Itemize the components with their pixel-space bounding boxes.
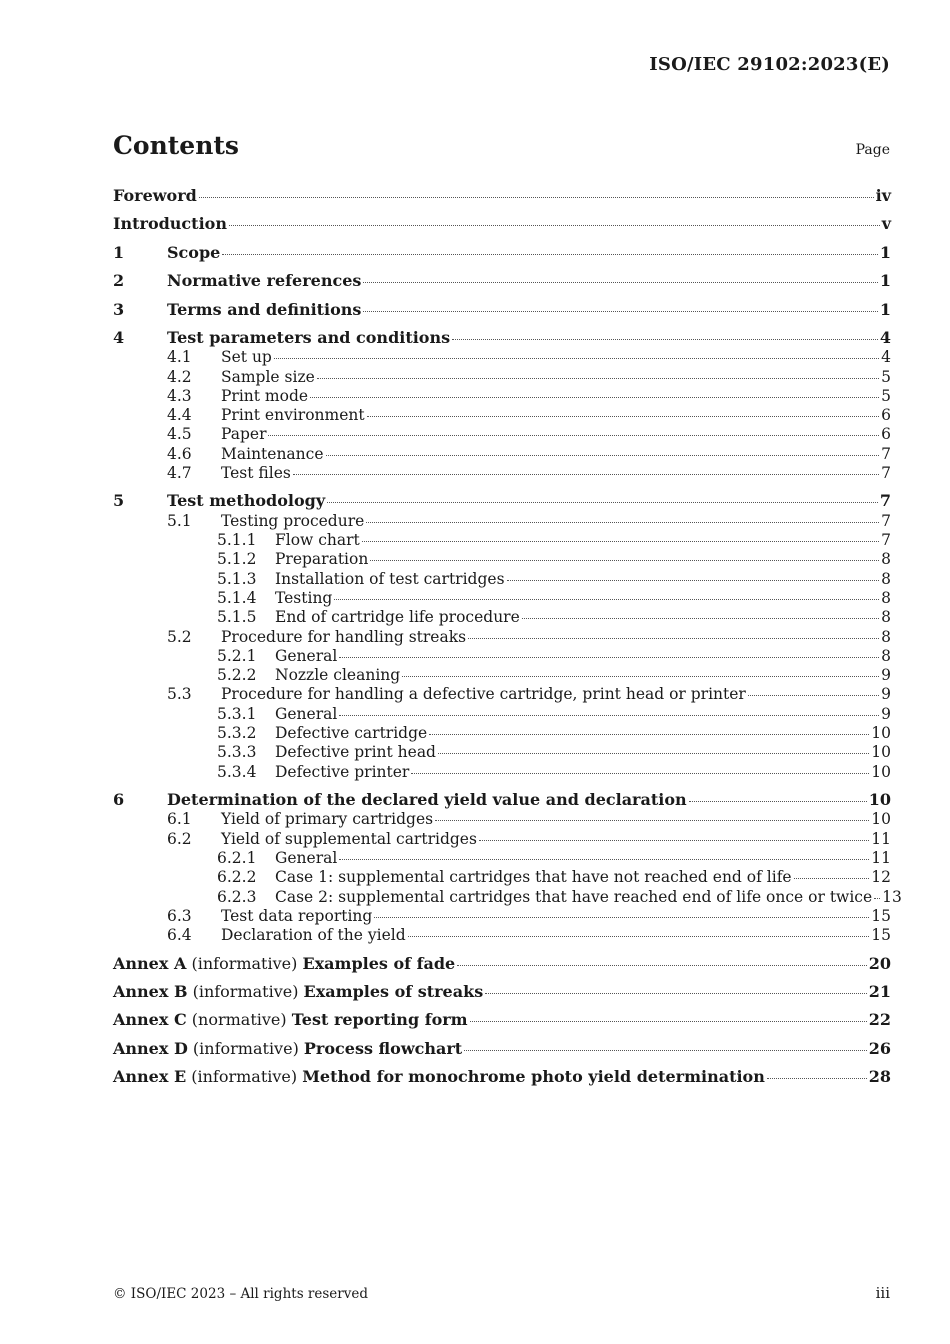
annex-title: Process flowchart [303,1039,463,1058]
toc-entry-number: 4.6 [167,445,192,463]
toc-entry-page: 13 [882,888,902,906]
toc-entry-number: 5.1.3 [217,570,257,588]
annex-label: Annex C [113,1010,187,1029]
dot-leader [507,579,880,581]
dot-leader [268,434,879,436]
toc-entry-title: Case 2: supplemental cartridges that have reached end of life once or twice [275,888,873,906]
toc-entry-title: Procedure for handling streaks [221,628,467,646]
toc-entry[interactable] [113,906,891,926]
toc-entry[interactable] [113,588,891,608]
toc-entry-page: 8 [881,628,891,646]
dot-leader [767,1077,867,1079]
toc-entry-title: Test files [221,464,291,482]
toc-entry-title: Nozzle cleaning [275,666,401,684]
dot-leader [274,357,879,359]
annex-label: Annex E [113,1067,187,1086]
toc-entry-number: 6.2.3 [217,888,257,906]
toc-entry-title: Defective printer [275,763,410,781]
toc-entry-title: Introduction [113,214,227,233]
toc-entry-page: 4 [881,348,891,366]
toc-entry-title: Installation of test cartridges [275,570,505,588]
toc-entry-title: Maintenance [221,445,324,463]
dot-leader [334,598,879,600]
toc-entry-title: Sample size [221,368,315,386]
annex-kind: (informative) [187,1039,304,1058]
toc-entry[interactable] [113,742,891,762]
toc-entry-number: 3 [113,300,125,319]
dot-leader [452,338,878,340]
dot-leader [411,772,869,774]
toc-entry-number: 6.2 [167,830,192,848]
toc-entry-page: iv [875,186,891,205]
toc-entry-title: Defective print head [275,743,436,761]
toc-entry[interactable] [113,723,891,743]
toc-entry-number: 4.5 [167,425,192,443]
toc-entry-page: 15 [871,926,891,944]
toc-entry[interactable] [113,954,891,974]
toc-entry-page: 21 [868,982,891,1001]
toc-entry[interactable] [113,549,891,569]
toc-entry-page: 8 [881,589,891,607]
dot-leader [479,839,869,841]
annex-label: Annex D [113,1039,188,1058]
dot-leader [429,733,869,735]
toc-entry-number: 6.3 [167,907,192,925]
toc-entry-page: 8 [881,570,891,588]
toc-entry-page: 10 [868,790,891,809]
toc-entry[interactable] [113,982,891,1002]
toc-entry-page: 6 [881,406,891,424]
toc-entry[interactable] [113,684,891,704]
dot-leader [464,1049,867,1051]
toc-entry[interactable] [113,386,891,406]
toc-entry-title: Foreword [113,186,197,205]
toc-entry-title: Test parameters and conditions [167,328,451,347]
toc-entry-page: 7 [881,464,891,482]
dot-leader [794,877,870,879]
toc-entry[interactable] [113,367,891,387]
toc-entry-page: 8 [881,647,891,665]
toc-entry-title: Terms and definitions [167,300,362,319]
toc-entry-number: 5.1.5 [217,608,257,626]
toc-entry-page: 7 [879,491,891,510]
toc-entry[interactable] [113,665,891,685]
toc-entry-number: 1 [113,243,125,262]
dot-leader [374,916,869,918]
annex-kind: (normative) [186,1010,292,1029]
toc-entry-page: 4 [879,328,891,347]
dot-leader [438,752,869,754]
dot-leader [522,617,879,619]
toc-entry[interactable] [113,1010,891,1030]
toc-entry[interactable] [113,867,891,887]
toc-entry-page: 10 [871,763,891,781]
toc-entry[interactable] [113,646,891,666]
toc-entry-page: 10 [871,810,891,828]
toc-entry[interactable] [113,887,902,907]
toc-entry-page: v [881,214,891,233]
dot-leader [370,559,879,561]
toc-entry[interactable] [113,627,891,647]
toc-entry-title: Print mode [221,387,309,405]
toc-entry-number: 5.2 [167,628,192,646]
toc-entry-number: 4.7 [167,464,192,482]
toc-entry-page: 20 [868,954,891,973]
toc-entry-title: Scope [167,243,221,262]
annex-title: Test reporting form [291,1010,468,1029]
toc-entry-title: Flow chart [275,531,360,549]
annex-title: Method for monochrome photo yield determination [302,1067,765,1086]
toc-entry[interactable] [113,1039,891,1059]
toc-entry-number: 6.4 [167,926,192,944]
toc-entry-page: 6 [881,425,891,443]
toc-entry-number: 6.2.1 [217,849,257,867]
toc-entry[interactable] [113,463,891,483]
toc-entry-number: 6 [113,790,125,809]
dot-leader [748,694,879,696]
toc-entry-page: 10 [871,743,891,761]
dot-leader [874,897,880,899]
toc-entry[interactable] [113,328,891,348]
toc-entry-number: 4.4 [167,406,192,424]
dot-leader [293,473,879,475]
toc-entry-number: 4.1 [167,348,192,366]
dot-leader [327,501,878,503]
toc-entry[interactable] [113,809,891,829]
dot-leader [199,196,874,198]
toc-entry[interactable] [113,530,891,550]
dot-leader [485,992,867,994]
toc-entry-number: 4.2 [167,368,192,386]
dot-leader [402,675,879,677]
toc-entry-page: 5 [881,368,891,386]
document-id: ISO/IEC 29102:2023(E) [649,54,890,75]
toc-entry[interactable] [113,424,891,444]
dot-leader [367,415,880,417]
toc-entry-page: 10 [871,724,891,742]
dot-leader [366,521,879,523]
toc-entry-number: 5.2.2 [217,666,257,684]
toc-entry-page: 9 [881,666,891,684]
toc-entry-page: 7 [881,512,891,530]
toc-entry-number: 5.3.3 [217,743,257,761]
toc-entry-title: Yield of primary cartridges [221,810,434,828]
toc-entry-number: 5.3 [167,685,192,703]
toc-entry-number: 6.2.2 [217,868,257,886]
dot-leader [408,935,870,937]
annex-label: Annex A [113,954,187,973]
toc-entry-title: Case 1: supplemental cartridges that have not reached end of life [275,868,792,886]
toc-entry-title [113,1010,468,1030]
toc-entry[interactable] [113,569,891,589]
toc-entry[interactable] [113,925,891,945]
dot-leader [457,964,867,966]
toc-entry-number: 6.1 [167,810,192,828]
dot-leader [339,858,869,860]
annex-kind: (informative) [186,954,303,973]
footer-copyright: © ISO/IEC 2023 – All rights reserved [113,1286,368,1302]
toc-entry-number: 5.3.2 [217,724,257,742]
toc-entry-page: 9 [881,685,891,703]
dot-leader [468,637,879,639]
toc-entry-page: 7 [881,445,891,463]
toc-entry[interactable] [113,186,891,206]
dot-leader [470,1020,867,1022]
toc-entry-number: 5.1.4 [217,589,257,607]
toc-entry-title: Testing [275,589,333,607]
toc-entry[interactable] [113,491,891,511]
toc-entry-number: 5.3.4 [217,763,257,781]
toc-entry-page: 1 [879,300,891,319]
toc-entry-title: General [275,849,338,867]
toc-entry-page: 5 [881,387,891,405]
toc-entry-number: 5 [113,491,125,510]
toc-entry-page: 22 [868,1010,891,1029]
dot-leader [339,656,879,658]
annex-title: Examples of fade [302,954,456,973]
dot-leader [362,540,879,542]
toc-entry-title [113,982,483,1002]
dot-leader [310,396,879,398]
toc-entry[interactable] [113,405,891,425]
toc-entry[interactable] [113,704,891,724]
toc-entry[interactable] [113,790,891,810]
toc-entry-number: 5.1 [167,512,192,530]
toc-entry-number: 5.3.1 [217,705,257,723]
toc-entry-title: Declaration of the yield [221,926,406,944]
dot-leader [363,310,877,312]
toc-entry-page: 8 [881,550,891,568]
dot-leader [222,253,878,255]
toc-entry-title: General [275,705,338,723]
toc-entry[interactable] [113,607,891,627]
toc-entry-page: 12 [871,868,891,886]
dot-leader [229,224,880,226]
toc-entry-number: 4.3 [167,387,192,405]
toc-entry-number: 4 [113,328,125,347]
toc-entry-page: 1 [879,271,891,290]
toc-entry-title: Test data reporting [221,907,373,925]
toc-entry-page: 26 [868,1039,891,1058]
toc-entry-number: 5.1.1 [217,531,257,549]
toc-entry[interactable] [113,243,891,263]
annex-kind: (informative) [187,982,304,1001]
toc-entry[interactable] [113,829,891,849]
toc-entry-title: Preparation [275,550,369,568]
dot-leader [363,281,877,283]
toc-entry-page: 15 [871,907,891,925]
toc-entry-title: Yield of supplemental cartridges [221,830,477,848]
toc-entry[interactable] [113,848,891,868]
annex-title: Examples of streaks [303,982,484,1001]
toc-entry-title: Normative references [167,271,362,290]
dot-leader [689,800,867,802]
toc-entry-title: Defective cartridge [275,724,428,742]
toc-entry-title: Determination of the declared yield value and declaration [167,790,687,809]
toc-entry-page: 28 [868,1067,891,1086]
toc-entry-page: 11 [871,830,891,848]
toc-entry-page: 9 [881,705,891,723]
toc-entry-title: Procedure for handling a defective cartridge, print head or printer [221,685,746,703]
annex-label: Annex B [113,982,188,1001]
toc-entry[interactable] [113,300,891,320]
toc-entry[interactable] [113,214,891,234]
toc-entry-title: End of cartridge life procedure [275,608,520,626]
toc-entry-page: 8 [881,608,891,626]
toc-entry[interactable] [113,511,891,531]
toc-entry-title: General [275,647,338,665]
annex-kind: (informative) [186,1067,303,1086]
toc-entry-title: Set up [221,348,272,366]
contents-title: Contents [113,131,240,160]
toc-entry[interactable] [113,271,891,291]
toc-entry-page: 7 [881,531,891,549]
toc-entry[interactable] [113,444,891,464]
dot-leader [339,714,879,716]
toc-entry-title: Paper [221,425,267,443]
toc-entry-number: 5.2.1 [217,647,257,665]
toc-entry-number: 5.1.2 [217,550,257,568]
footer-page-number: iii [875,1284,890,1302]
toc-entry[interactable] [113,762,891,782]
page-column-label: Page [855,142,890,158]
dot-leader [317,377,879,379]
toc-entry[interactable] [113,347,891,367]
dot-leader [435,819,869,821]
toc-entry-title [113,954,455,974]
toc-entry-title: Testing procedure [221,512,365,530]
toc-entry-page: 1 [879,243,891,262]
toc-entry-page: 11 [871,849,891,867]
dot-leader [326,454,880,456]
toc-entry-title: Test methodology [167,491,326,510]
toc-entry-title: Print environment [221,406,365,424]
toc-entry[interactable] [113,1067,891,1087]
toc-entry-number: 2 [113,271,125,290]
toc-entry-title [113,1067,765,1087]
toc-entry-title [113,1039,462,1059]
